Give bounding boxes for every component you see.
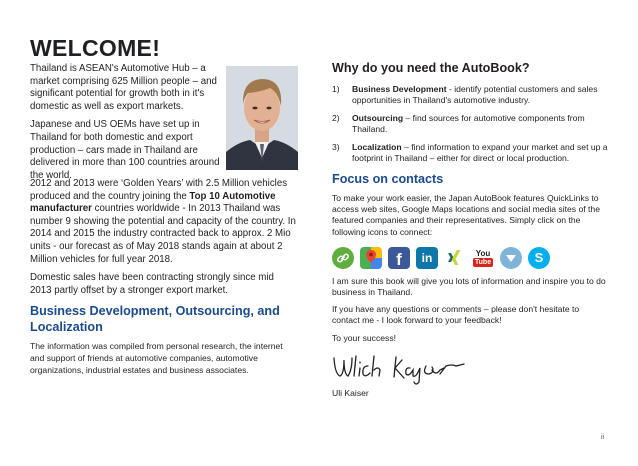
skype-icon[interactable]: S (528, 247, 550, 269)
youtube-icon[interactable] (472, 247, 494, 269)
body-paragraphs (30, 178, 298, 297)
intro-paragraph-2: Japanese and US OEMs have set up in Thailand for both domestic and export production – cars made in Thailand are delivered in more than 100 countries around the world. (30, 119, 220, 181)
page-number: ii (601, 434, 605, 441)
list-number: 1) (332, 84, 340, 94)
list-number: 3) (332, 142, 340, 152)
portrait-image (226, 66, 298, 170)
list-item-title: Localization (352, 142, 402, 152)
list-number: 2) (332, 113, 340, 123)
linkedin-icon[interactable]: in (416, 247, 438, 269)
link-icon[interactable] (332, 247, 354, 269)
golden-years-bold: Top 10 Automotive manufacturer (30, 190, 276, 215)
list-item-title: Business Development (352, 84, 447, 94)
signature-image (332, 352, 482, 386)
benefits-list (332, 84, 608, 164)
golden-years-text-a: 2012 and 2013 were ‘Golden Years’ with 2.5 Million vehicles produced and the country joining the (30, 178, 288, 202)
left-column (30, 35, 298, 376)
page-title: WELCOME! (30, 35, 161, 61)
list-item-title: Outsourcing (352, 113, 404, 123)
right-column (332, 60, 608, 399)
list-item (332, 113, 608, 135)
handwritten-signature (332, 352, 608, 386)
domestic-sales-paragraph: Domestic sales have been contracting strongly since mid 2013 partly offset by a stronger export market. (30, 272, 274, 296)
list-item (332, 142, 608, 164)
signature-name: Uli Kaiser (332, 387, 369, 398)
youtube-you: You (475, 248, 491, 258)
golden-years-text-b: countries worldwide - In 2013 Thailand was number 9 showing the potential and capacity of the country. In 2014 and 2015 the industry contracted back to approx. 2 Mio units - our forecast as of May 2018 stands again at about 2 Million vehicles for full year 2018. (30, 203, 296, 265)
author-portrait (226, 66, 298, 170)
golden-years-paragraph (30, 178, 298, 266)
quicklink-icons (332, 246, 608, 270)
list-item (332, 84, 608, 106)
intro-text (30, 63, 220, 182)
intro-paragraph-1: Thailand is ASEAN's Automotive Hub – a market comprising 625 Million people – and significant potential for growth both in it's domestic as well as export markets. (30, 63, 217, 112)
intro-row (30, 63, 298, 181)
youtube-tube: Tube (474, 258, 492, 266)
xing-icon[interactable] (444, 247, 466, 269)
closing-paragraph-3: To your success! (332, 332, 396, 343)
list-item-text: - identify potential customers and sales opportunities in Thailand's automotive industry. (352, 84, 598, 105)
google-maps-icon[interactable] (360, 247, 382, 269)
facebook-icon[interactable]: f (388, 247, 410, 269)
section-heading: Business Development, Outsourcing, and Localization (30, 304, 280, 335)
list-item-text: – find information to expand your market and set up a footprint in Thailand – either for direct or local production. (352, 142, 608, 163)
closing-paragraph-2: If you have any questions or comments – please don't hesitate to contact me - I look forward to your feedback! (332, 304, 580, 326)
focus-text: To make your work easier, the Japan AutoBook features QuickLinks to access web sites, Google Maps locations and social media sites of the featured companies and their representatives. Simply click on the following icons to connect: (332, 193, 600, 237)
closing-paragraph-1: I am sure this book will give you lots of information and inspire you to do business in Thailand. (332, 275, 606, 298)
download-icon[interactable] (500, 247, 522, 269)
why-heading: Why do you need the AutoBook? (332, 61, 530, 75)
list-item-text: – find sources for automotive components from Thailand. (352, 113, 585, 134)
focus-heading: Focus on contacts (332, 172, 444, 186)
section-text: The information was compiled from personal research, the internet and support of friends at automotive companies, automotive organizations, industrial estates and business associates. (30, 341, 283, 375)
